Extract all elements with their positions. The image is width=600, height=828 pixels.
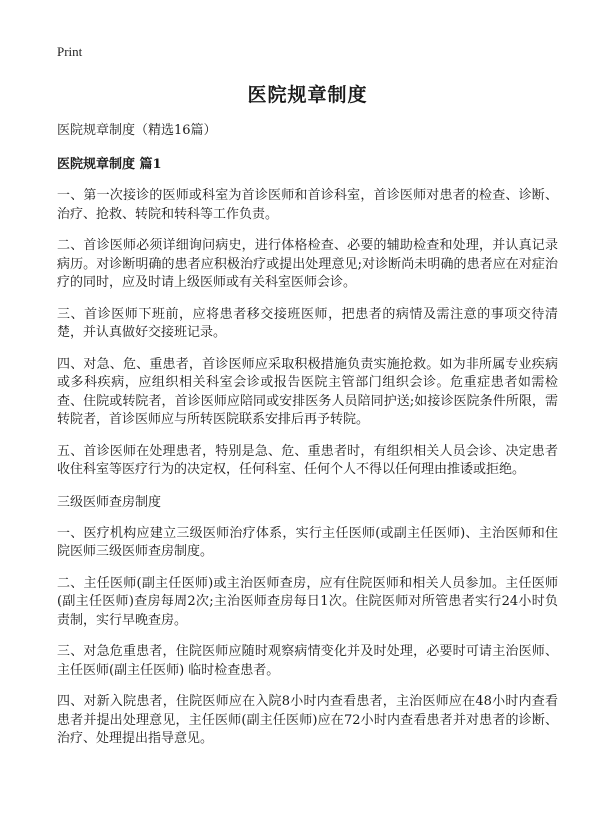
paragraph: 三、首诊医师下班前，应将患者移交接班医师，把患者的病情及需注意的事项交待清楚，并认真做好交接班记录。 <box>57 306 558 340</box>
paragraph: 四、对急、危、重患者，首诊医师应采取积极措施负责实施抢救。如为非所属专业疾病或多科疾病，应组织相关科室会诊或报告医院主管部门组织会诊。危重症患者如需检查、住院或转院者，首诊医师应陪同或安排医务人员陪同护送;如接诊医院条件所限，需转院者，首诊医师应与所转医院联系安排后再予转院。 <box>57 356 558 427</box>
paragraph: 一、第一次接诊的医师或科室为首诊医师和首诊科室，首诊医师对患者的检查、诊断、治疗、抢救、转院和转科等工作负责。 <box>57 188 558 222</box>
print-label: Print <box>57 44 83 59</box>
paragraph: 五、首诊医师在处理患者，特别是急、危、重患者时，有组织相关人员会诊、决定患者收住科室等医疗行为的决定权，任何科室、任何个人不得以任何理由推诿或拒绝。 <box>57 443 558 477</box>
paragraph: 一、医疗机构应建立三级医师治疗体系，实行主任医师(或副主任医师)、主治医师和住院医师三级医师查房制度。 <box>57 525 558 559</box>
paragraph: 四、对新入院患者，住院医师应在入院8小时内查看患者，主治医师应在48小时内查看患者并提出处理意见，主任医师(副主任医师)应在72小时内查看患者并对患者的诊断、治疗、处理提出指导意见。 <box>57 694 558 746</box>
section-heading-2: 三级医师查房制度 <box>57 494 162 510</box>
paragraph: 二、主任医师(副主任医师)或主治医师查房，应有住院医师和相关人员参加。主任医师(副主任医师)查房每周2次;主治医师查房每日1次。住院医师对所管患者实行24小时负责制，实行早晚查房。 <box>57 575 558 628</box>
section-heading-1: 医院规章制度 篇1 <box>57 157 162 172</box>
paragraph: 三、对急危重患者，住院医师应随时观察病情变化并及时处理，必要时可请主治医师、主任医师(副主任医师) 临时检查患者。 <box>57 644 558 678</box>
document-subtitle: 医院规章制度（精选16篇） <box>57 123 217 138</box>
paragraph: 二、首诊医师必须详细询问病史，进行体格检查、必要的辅助检查和处理，并认真记录病历。对诊断明确的患者应积极治疗或提出处理意见;对诊断尚未明确的患者应在对症治疗的同时，应及时请上级医师或有关科室医师会诊。 <box>57 238 558 290</box>
page-title: 医院规章制度 <box>247 84 368 106</box>
